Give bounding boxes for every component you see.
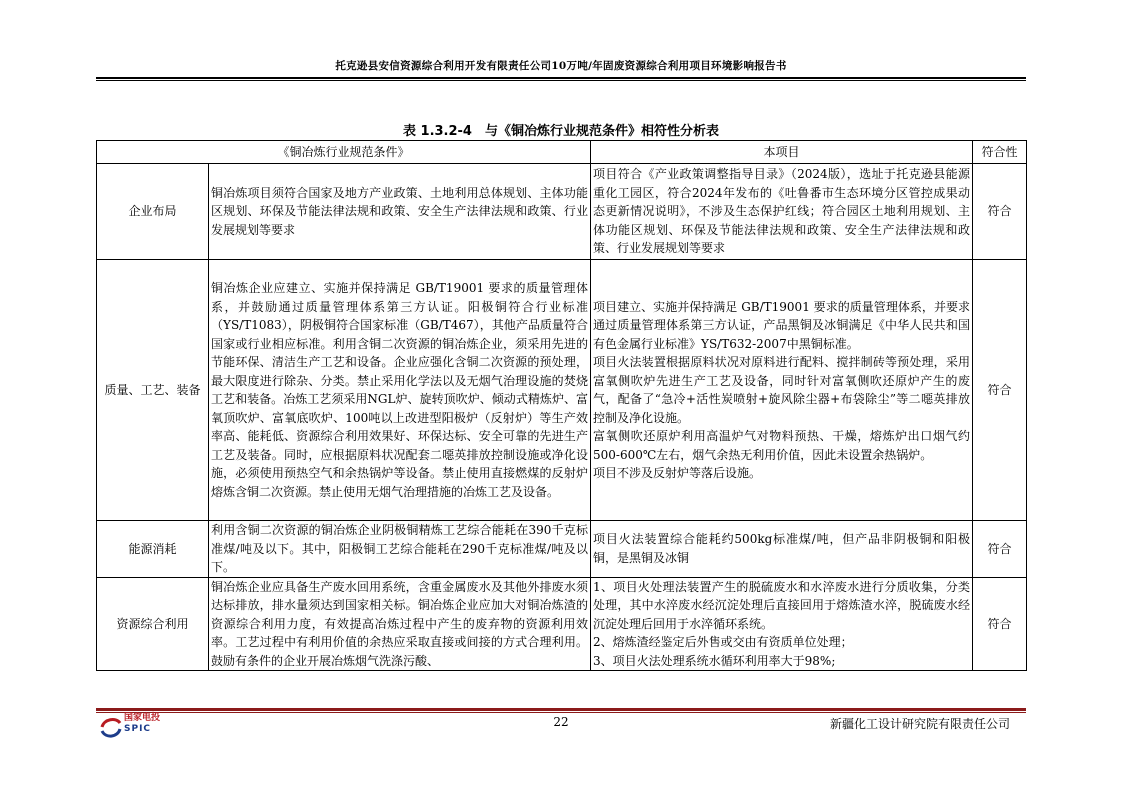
row-category: 质量、工艺、装备 <box>97 260 209 521</box>
table-row <box>97 577 1027 671</box>
company-name: 新疆化工设计研究院有限责任公司 <box>829 717 1010 731</box>
row-project: 项目符合《产业政策调整指导目录》（2024版），选址于托克逊县能源重化工园区，符合2024年发布的《吐鲁番市生态环境分区管控成果动态更新情况说明》，不涉及生态保护红线；符合园区土地利用规划、主体功能区规划、环保及节能法律法规和政策、安全生产法律法规和政策、行业发展规划等要求 <box>591 164 973 260</box>
logo-cn-text: 国家电投 <box>124 713 161 723</box>
table-row <box>97 521 1027 578</box>
project-line: 3、项目火法处理系统水循环利用率大于98%; <box>593 653 836 668</box>
project-line: 项目火法装置根据原料状况对原料进行配料、搅拌制砖等预处理，采用富氧侧吹炉先进生产工艺及设备，同时针对富氧侧吹还原炉产生的废气，配备了“急冷+活性炭喷射+旋风除尘器+布袋除尘”等二噁英排放控制及净化设施。 <box>593 355 971 425</box>
footer-rule <box>96 708 1026 711</box>
page-number: 22 <box>553 715 569 729</box>
row-category: 能源消耗 <box>97 521 209 578</box>
header-rule-thin <box>96 80 1026 81</box>
table-header-row <box>97 141 1027 164</box>
row-result: 符合 <box>973 521 1027 578</box>
footer-rule-thin <box>96 712 1026 713</box>
row-requirement: 利用含铜二次资源的铜冶炼企业阴极铜精炼工艺综合能耗在390千克标准煤/吨及以下。其中，阳极铜工艺综合能耗在290千克标准煤/吨及以下。 <box>209 521 591 578</box>
row-result: 符合 <box>973 260 1027 521</box>
column-header-standard: 《铜冶炼行业规范条件》 <box>97 141 591 164</box>
table-row <box>97 164 1027 260</box>
header-rule <box>96 77 1026 79</box>
project-line: 项目建立、实施并保持满足 GB/T19001 要求的质量管理体系，并要求通过质量管理体系第三方认证，产品黑铜及冰铜满足《中华人民共和国有色金属行业标准》YS/T632-2007中黑铜标准。 <box>593 299 971 351</box>
row-requirement: 铜冶炼项目须符合国家及地方产业政策、土地利用总体规划、主体功能区规划、环保及节能法律法规和政策、安全生产法律法规和政策、行业发展规划等要求 <box>209 164 591 260</box>
row-requirement: 铜冶炼企业应建立、实施并保持满足 GB/T19001 要求的质量管理体系，并鼓励通过质量管理体系第三方认证。阳极铜符合行业标准（YS/T1083），阴极铜符合国家标准（GB/T467），其他产品质量符合国家或行业相应标准。利用含铜二次资源的铜冶炼企业，须采用先进的节能环保、清洁生产工艺和设备。企业应强化含铜二次资源的预处理，最大限度进行除杂、分类。禁止采用化学法以及无烟气治理设施的焚烧工艺和装备。冶炼工艺须采用NGL炉、旋转顶吹炉、倾动式精炼炉、富氧顶吹炉、富氧底吹炉、100吨以上改进型阳极炉（反射炉）等生产效率高、能耗低、资源综合利用效果好、环保达标、安全可靠的先进生产工艺及装备。同时，应根据原料状况配套二噁英排放控制设施或净化设施，必须使用预热空气和余热锅炉等设备。禁止使用直接燃煤的反射炉熔炼含铜二次资源。禁止使用无烟气治理措施的冶炼工艺及设备。 <box>209 260 591 521</box>
row-project <box>591 577 973 671</box>
row-category: 企业布局 <box>97 164 209 260</box>
logo-en-text: SPIC <box>124 724 152 734</box>
row-result: 符合 <box>973 577 1027 671</box>
project-line: 1、项目火处理法装置产生的脱硫废水和水淬废水进行分质收集，分类处理，其中水淬废水经沉淀处理后直接回用于熔炼渣水淬，脱硫废水经沉淀处理后回用于水淬循环系统。 <box>593 579 971 631</box>
compliance-table <box>96 140 1027 671</box>
row-result: 符合 <box>973 164 1027 260</box>
row-category: 资源综合利用 <box>97 577 209 671</box>
document-header: 托克逊县安信资源综合利用开发有限责任公司10万吨/年固废资源综合利用项目环境影响报告书 <box>335 60 787 72</box>
project-line: 项目不涉及反射炉等落后设施。 <box>593 466 762 480</box>
row-project: 项目火法装置综合能耗约500kg标准煤/吨，但产品非阴极铜和阳极铜，是黑铜及冰铜 <box>591 521 973 578</box>
project-line: 2、熔炼渣经鉴定后外售或交由有资质单位处理； <box>593 635 853 649</box>
row-project <box>591 260 973 521</box>
column-header-project: 本项目 <box>591 141 973 164</box>
row-requirement: 铜冶炼企业应具备生产废水回用系统，含重金属废水及其他外排废水须达标排放，排水量须达到国家相关标。铜冶炼企业应加大对铜冶炼渣的资源综合利用力度，有效提高冶炼过程中产生的废弃物的资源利用效率。工艺过程中有利用价值的余热应采取直接或间接的方式合理利用。鼓励有条件的企业开展冶炼烟气洗涤污酸、 <box>209 577 591 671</box>
column-header-compliance: 符合性 <box>973 141 1027 164</box>
table-caption: 表 1.3.2-4 与《铜冶炼行业规范条件》相符性分析表 <box>403 124 719 139</box>
table-row <box>97 260 1027 521</box>
project-line: 富氧侧吹还原炉利用高温炉气对物料预热、干燥，熔炼炉出口烟气约500-600℃左右，烟气余热无利用价值，因此未设置余热锅炉。 <box>593 429 971 462</box>
